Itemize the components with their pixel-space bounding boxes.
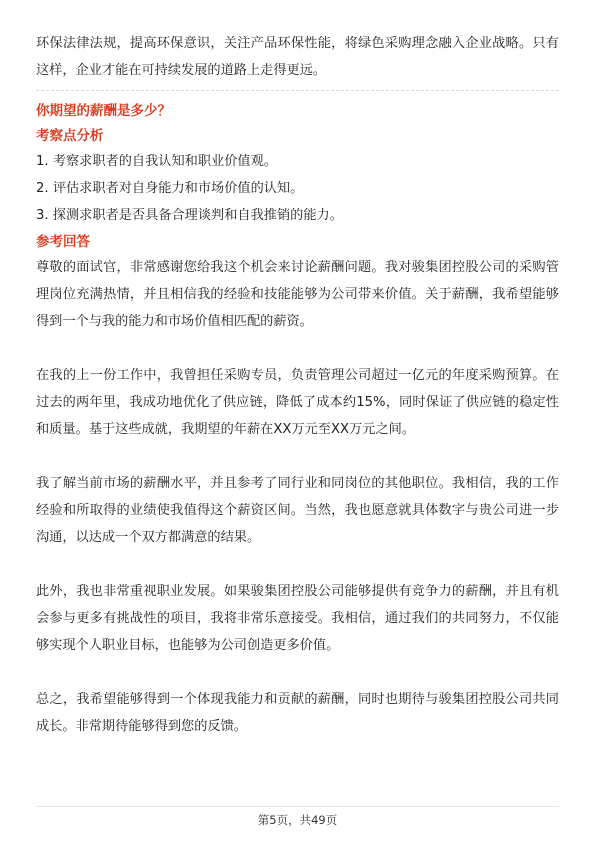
analysis-title: 考察点分析 bbox=[36, 128, 104, 144]
section-divider bbox=[36, 90, 559, 91]
answer-paragraph: 我了解当前市场的薪酬水平，并且参考了同行业和同岗位的其他职位。我相信，我的工作经验和所取得的业绩使我值得这个薪资区间。当然，我也愿意就具体数字与贵公司进一步沟通，以达成一个双方都满意的结果。 bbox=[36, 476, 559, 545]
interview-question: 你期望的薪酬是多少？ bbox=[36, 103, 171, 119]
intro-paragraph: 环保法律法规，提高环保意识，关注产品环保性能，将绿色采购理念融入企业战略。只有这样，企业才能在可持续发展的道路上走得更远。 bbox=[36, 36, 559, 78]
paragraph-gap bbox=[36, 551, 559, 578]
paragraph-gap bbox=[36, 659, 559, 686]
analysis-item: 2. 评估求职者对自身能力和市场价值的认知。 bbox=[36, 181, 304, 196]
document-page bbox=[36, 30, 559, 740]
answer-paragraph: 在我的上一份工作中，我曾担任采购专员，负责管理公司超过一亿元的年度采购预算。在过去的两年里，我成功地优化了供应链，降低了成本约15%，同时保证了供应链的稳定性和质量。基于这些成就，我期望的年薪在XX万元至XX万元之间。 bbox=[36, 368, 559, 437]
paragraph-gap bbox=[36, 443, 559, 470]
analysis-item: 3. 探测求职者是否具备合理谈判和自我推销的能力。 bbox=[36, 208, 343, 223]
answer-title: 参考回答 bbox=[36, 234, 90, 250]
answer-paragraph: 总之，我希望能够得到一个体现我能力和贡献的薪酬，同时也期待与骏集团控股公司共同成长。非常期待能够得到您的反馈。 bbox=[36, 692, 559, 734]
analysis-item: 1. 考察求职者的自我认知和职业价值观。 bbox=[36, 154, 277, 169]
paragraph-gap bbox=[36, 335, 559, 362]
footer-divider bbox=[36, 806, 559, 807]
answer-paragraph: 此外，我也非常重视职业发展。如果骏集团控股公司能够提供有竞争力的薪酬，并且有机会参与更多有挑战性的项目，我将非常乐意接受。我相信，通过我们的共同努力，不仅能够实现个人职业目标，也能够为公司创造更多价值。 bbox=[36, 584, 559, 653]
answer-paragraph: 尊敬的面试官，非常感谢您给我这个机会来讨论薪酬问题。我对骏集团控股公司的采购管理岗位充满热情，并且相信我的经验和技能能够为公司带来价值。关于薪酬，我希望能够得到一个与我的能力和市场价值相匹配的薪资。 bbox=[36, 260, 559, 329]
page-number: 第5页，共49页 bbox=[257, 813, 338, 827]
